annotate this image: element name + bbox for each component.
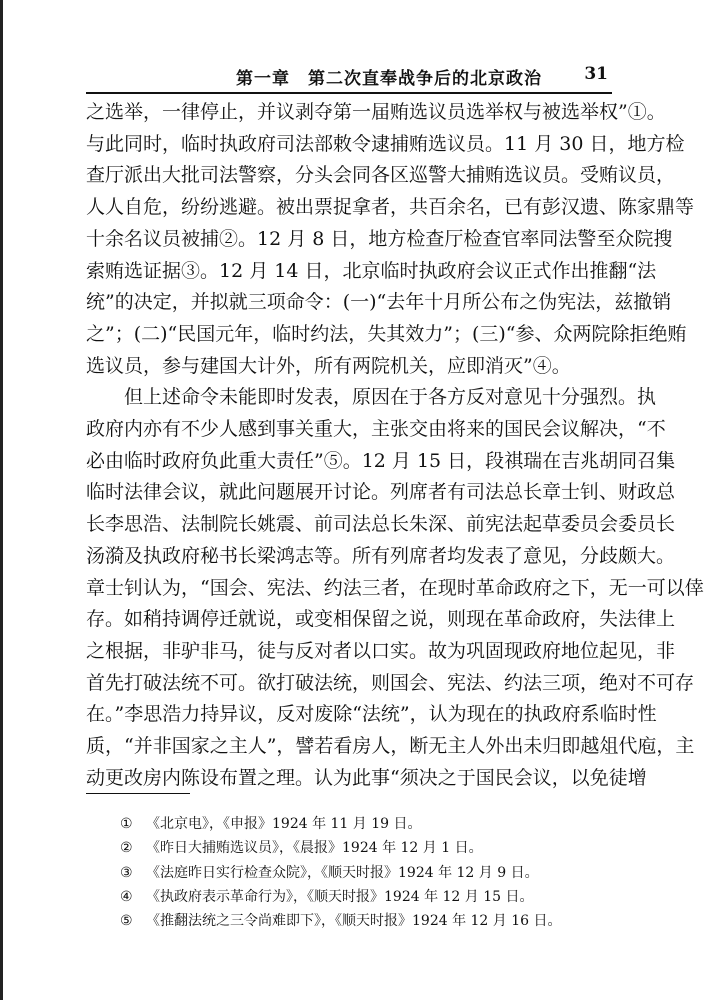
footnote-text: 《执政府表示革命行为》，《顺天时报》1924 年 12 月 15 日。 xyxy=(146,888,534,905)
text-line: 质，“并非国家之主人”，譬若看房人，断无主人外出未归即越俎代庖，主 xyxy=(86,735,695,758)
footnote-mark: ① xyxy=(120,816,133,832)
footnote-mark: ③ xyxy=(120,864,133,881)
footnote xyxy=(120,885,590,909)
text-line: 动更改房内陈设布置之理。认为此事“须决之于国民会议，以免徒增 xyxy=(86,766,647,789)
text-line: 索贿选证据③。12 月 14 日，北京临时执政府会议正式作出推翻“法 xyxy=(86,259,657,282)
footnote xyxy=(120,861,590,885)
text-line: 查厅派出大批司法警察，分头会同各区巡警大捕贿选议员。受贿议员， xyxy=(86,164,676,187)
body-text xyxy=(86,97,704,794)
text-line: 首先打破法统不可。欲打破法统，则国会、宪法、约法三项，绝对不可存 xyxy=(86,671,695,694)
text-line: 但上述命令未能即时发表，原因在于各方反对意见十分强烈。执 xyxy=(124,386,657,409)
text-line: 长李思浩、法制院长姚震、前司法总长朱深、前宪法起草委员会委员长 xyxy=(86,513,676,536)
text-line: 选议员，参与建国大计外，所有两院机关，应即消灭”④。 xyxy=(86,354,571,377)
footnote-mark: ⑤ xyxy=(120,913,133,930)
footnote xyxy=(120,909,590,933)
footnote-rule xyxy=(86,793,190,794)
text-line: 统”的决定，并拟就三项命令：(一)“去年十月所公布之伪宪法，兹撤销 xyxy=(86,291,672,314)
text-line: 十余名议员被捕②。12 月 8 日，地方检查厅检查官率同法警至众院搜 xyxy=(86,227,673,250)
text-line: 人人自危，纷纷逃避。被出票捉拿者，共百余名，已有彭汉遗、陈家鼎等 xyxy=(86,196,695,219)
text-line: 汤漪及执政府秘书长梁鸿志等。所有列席者均发表了意见，分歧颇大。 xyxy=(86,544,676,567)
text-line: 在。”李思浩力持异议，反对废除“法统”，认为现在的执政府系临时性 xyxy=(86,703,657,726)
text-line: 之选举，一律停止，并议剥夺第一届贿选议员选举权与被选举权”①。 xyxy=(86,101,666,123)
header-rule xyxy=(86,92,612,94)
page-number: 31 xyxy=(584,64,608,84)
running-header xyxy=(86,60,612,90)
text-line: 之根据，非驴非马，徒与反对者以口实。故为巩固现政府地位起见，非 xyxy=(86,639,676,662)
footnote xyxy=(120,812,590,836)
footnote-text: 《昨日大捕贿选议员》，《晨报》1924 年 12 月 1 日。 xyxy=(146,840,483,857)
text-line: 临时法律会议，就此问题展开讨论。列席者有司法总长章士钊、财政总 xyxy=(86,481,676,504)
footnote-text: 《法庭昨日实行检查众院》，《顺天时报》1924 年 12 月 9 日。 xyxy=(146,864,539,881)
text-line: 政府内亦有不少人感到事关重大，主张交由将来的国民会议解决，“不 xyxy=(86,418,666,441)
footnote-text: 《北京电》，《申报》1924 年 11 月 19 日。 xyxy=(146,816,422,832)
footnote-text: 《推翻法统之三令尚难即下》，《顺天时报》1924 年 12 月 16 日。 xyxy=(146,913,562,930)
footnote-mark: ④ xyxy=(120,888,133,905)
chapter-title: 第一章 第二次直奉战争后的北京政治 xyxy=(236,69,542,89)
text-line: 之”；(二)“民国元年，临时约法，失其效力”；(三)“参、众两院除拒绝贿 xyxy=(86,322,687,345)
scan-edge xyxy=(0,0,3,1000)
footnote-mark: ② xyxy=(120,840,133,857)
text-line: 章士钊认为，“国会、宪法、约法三者，在现时革命政府之下，无一可以倖 xyxy=(86,576,704,599)
text-line: 存。如稍持调停迁就说，或变相保留之说，则现在革命政府，失法律上 xyxy=(86,608,676,631)
text-line: 与此同时，临时执政府司法部敕令逮捕贿选议员。11 月 30 日，地方检 xyxy=(86,132,685,155)
footnote xyxy=(120,836,590,860)
footnotes xyxy=(120,812,590,933)
text-line: 必由临时政府负此重大责任”⑤。12 月 15 日，段祺瑞在吉兆胡同召集 xyxy=(86,449,676,472)
